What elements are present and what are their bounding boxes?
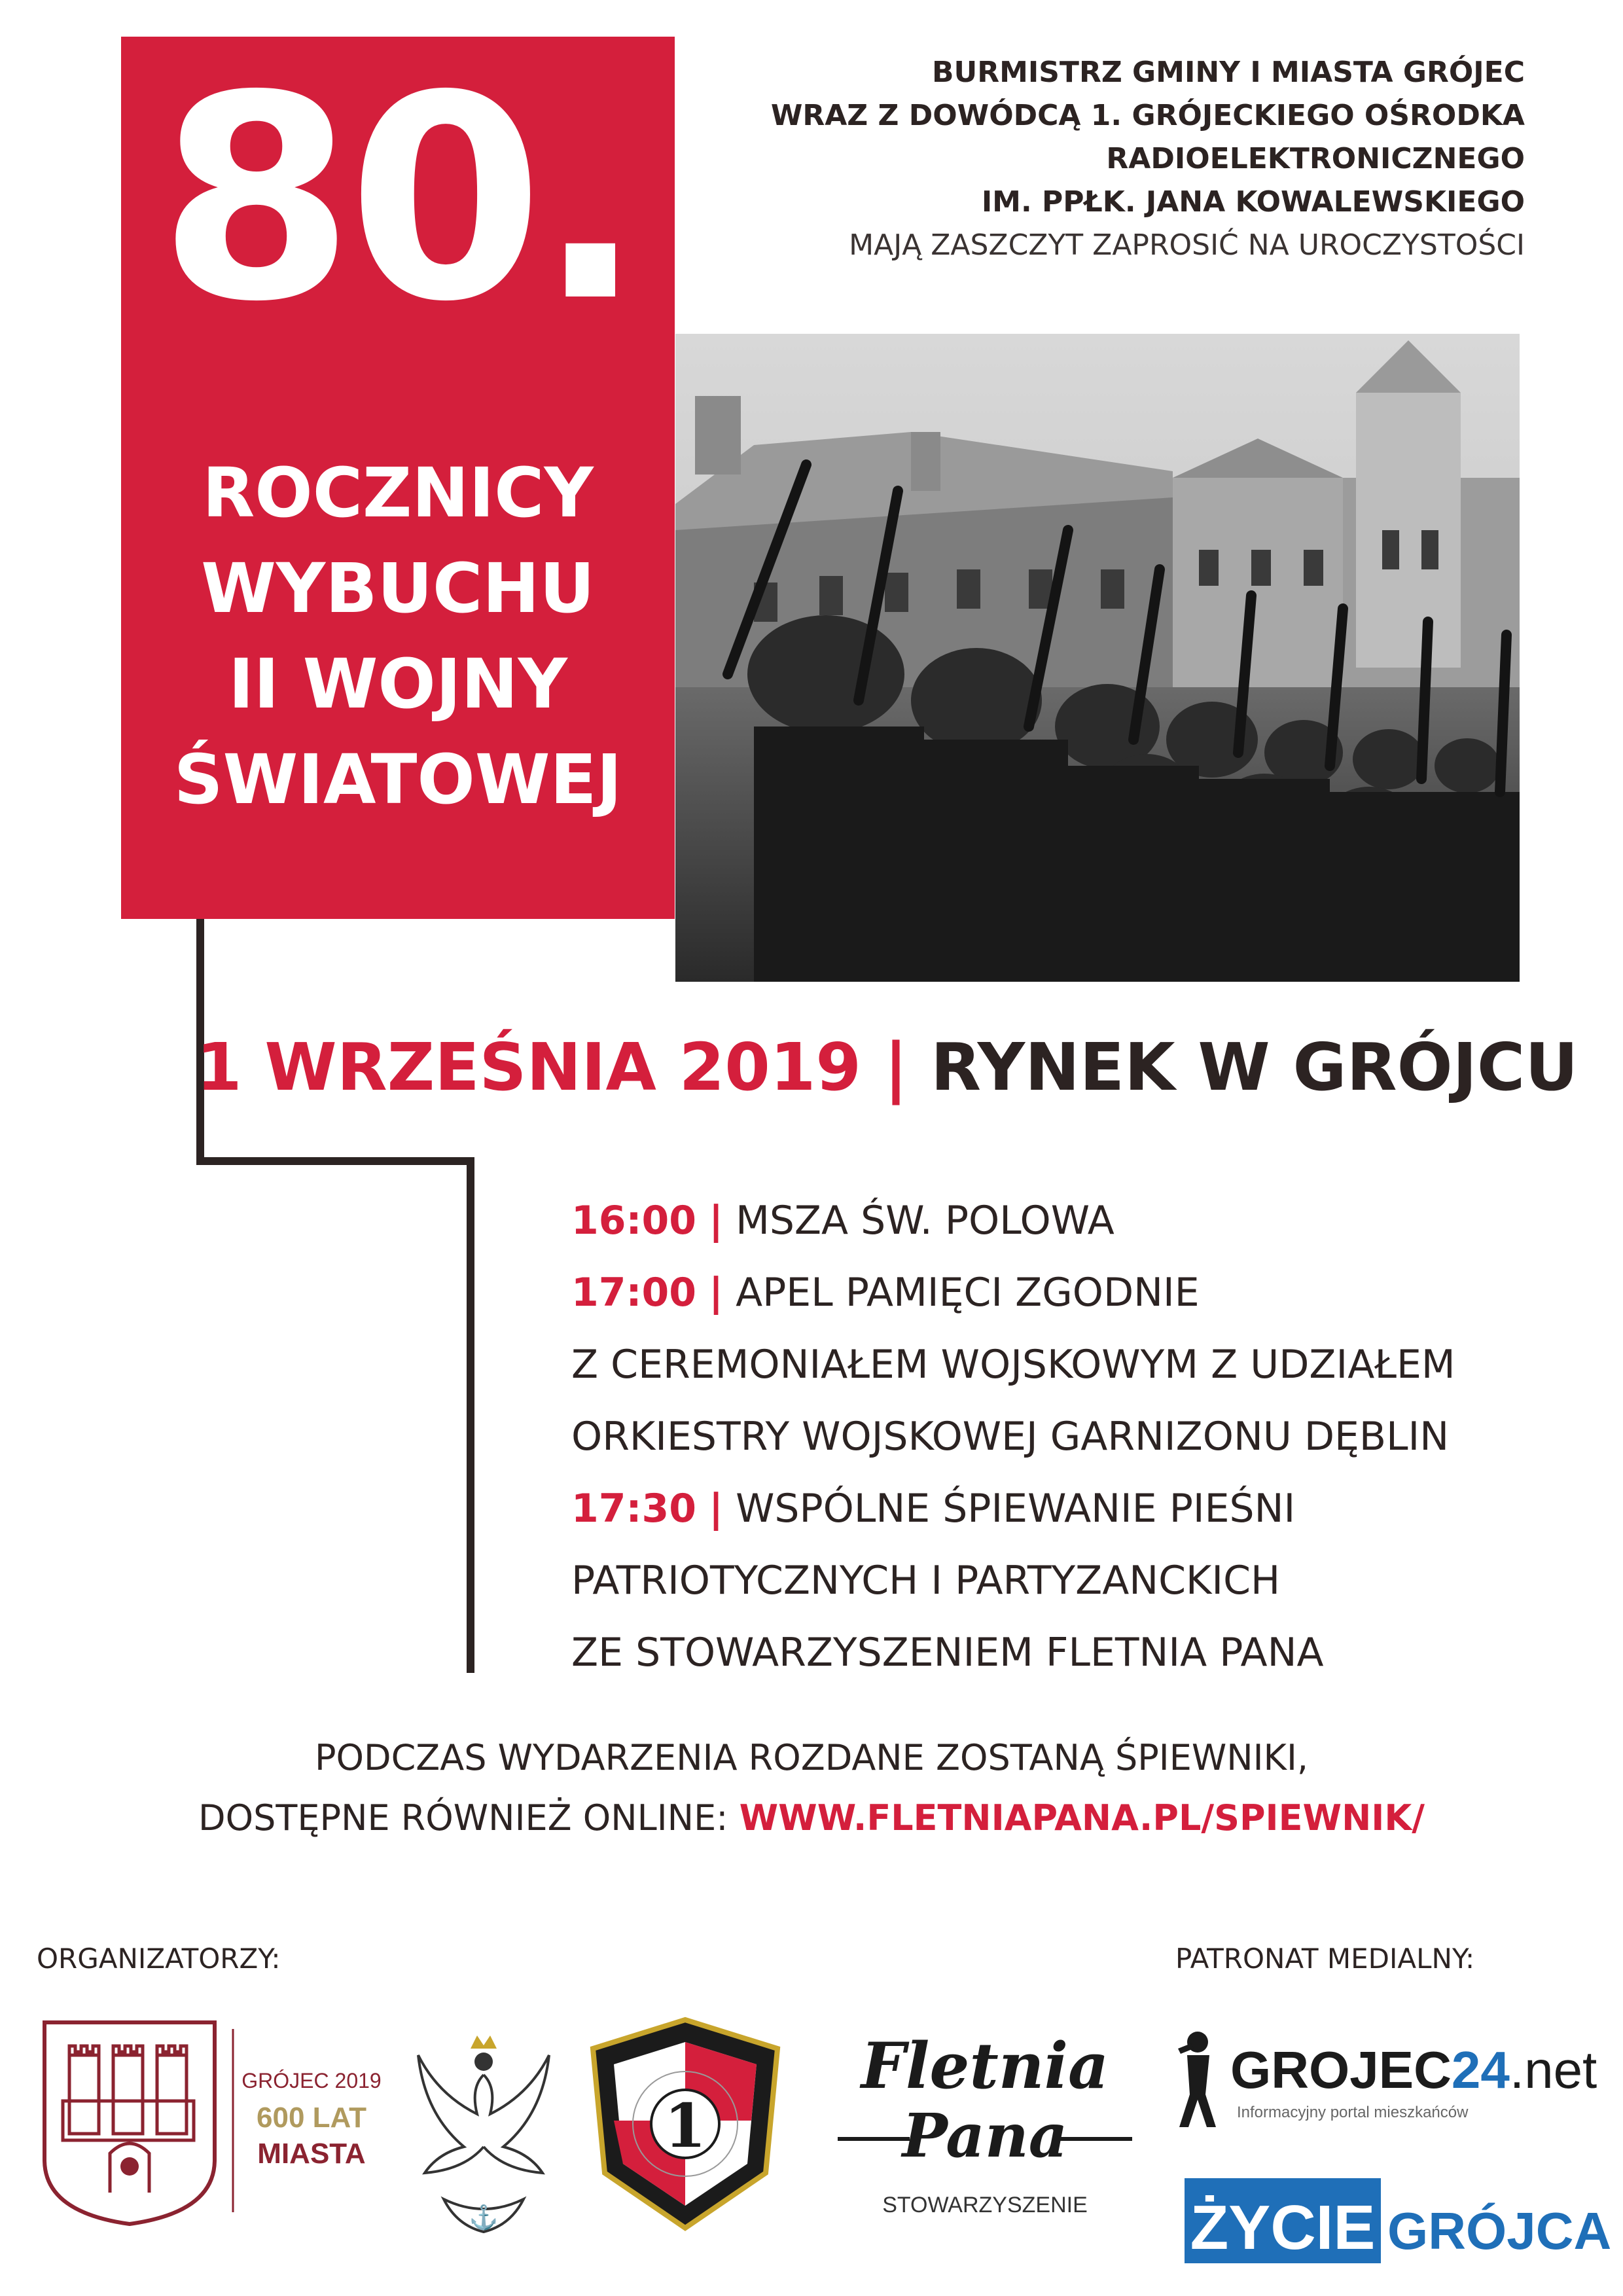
invitation-line: BURMISTRZ GMINY I MIASTA GRÓJEC [931,56,1525,89]
event-date: 1 WRZEŚNIA 2019 [196,1029,861,1105]
anniversary-title [121,445,675,827]
invitation-closing: MAJĄ ZASZCZYT ZAPROSIĆ NA UROCZYSTOŚCI [849,228,1525,262]
schedule-time: 17:00 [571,1270,696,1316]
schedule-item [571,1257,1553,1329]
schedule-item [571,1185,1553,1257]
logo-miasta: MIASTA [257,2138,366,2170]
anniversary-title-line: WYBUCHU [201,548,595,628]
anniversary-number: 80. [158,36,637,363]
schedule-separator: | [709,1198,723,1244]
anniversary-title-line: II WOJNY [228,644,567,724]
zycie-word: ŻYCIE [1190,2193,1376,2263]
logo-600-lat: 600 LAT [257,2102,366,2134]
songbook-url-link[interactable]: WWW.FLETNIAPANA.PL/SPIEWNIK/ [739,1797,1425,1839]
historic-soldiers-photo [675,334,1520,982]
schedule-item [571,1473,1553,1545]
invitation-text [720,51,1525,267]
unit-shield-emblem [589,2016,781,2232]
schedule-time: 17:30 [571,1486,696,1532]
logo-grojec-year: GRÓJEC 2019 [241,2069,382,2092]
schedule-time: 16:00 [571,1198,696,1244]
timeline-line-horizontal [196,1157,474,1165]
grojec24-tld: .net [1509,2041,1597,2099]
pana-word: Pana [902,2100,1068,2171]
schedule-separator: | [709,1270,723,1316]
schedule-text: PATRIOTYCZNYCH I PARTYZANCKICH [571,1558,1281,1604]
schedule-separator: | [709,1486,723,1532]
zycie-grojca-logo [1185,2172,1612,2270]
songbook-note [0,1728,1623,1848]
event-date-place [196,1029,1578,1105]
grojca-word: GRÓJCA [1387,2202,1612,2260]
grojec24-logo [1165,2022,1597,2140]
fletnia-pana-logo [812,2016,1158,2225]
songbook-line-1: PODCZAS WYDARZENIA ROZDANE ZOSTANĄ ŚPIEWNIKI, [314,1737,1309,1778]
schedule-text: ORKIESTRY WOJSKOWEJ GARNIZONU DĘBLIN [571,1414,1450,1460]
fletnia-word: Fletnia [861,2029,1109,2103]
media-patrons-label: PATRONAT MEDIALNY: [1175,1943,1475,1975]
event-schedule [571,1185,1553,1689]
schedule-text: ZE STOWARZYSZENIEM FLETNIA PANA [571,1630,1324,1676]
grojec24-name: GROJEC [1230,2041,1452,2099]
anniversary-title-line: ROCZNICY [202,453,594,533]
svg-text:⚓: ⚓ [469,2204,499,2231]
svg-text:GROJEC24.net [1230,2041,1597,2099]
fletnia-subtitle: STOWARZYSZENIE [882,2193,1088,2217]
schedule-text: Z CEREMONIAŁEM WOJSKOWYM Z UDZIAŁEM [571,1342,1455,1388]
schedule-text: APEL PAMIĘCI ZGODNIE [736,1270,1200,1316]
grojec-600-years-logo [37,2016,390,2225]
invitation-line: RADIOELEKTRONICZNEGO [1106,142,1525,175]
organizers-label: ORGANIZATORZY: [37,1943,281,1975]
invitation-line: IM. PPŁK. JANA KOWALEWSKIEGO [981,185,1525,219]
schedule-text: WSPÓLNE ŚPIEWANIE PIEŚNI [736,1486,1296,1532]
schedule-text: MSZA ŚW. POLOWA [736,1198,1115,1244]
invitation-line: WRAZ Z DOWÓDCĄ 1. GRÓJECKIEGO OŚRODKA [770,99,1525,132]
event-separator: | [883,1029,908,1105]
grojec24-number: 24 [1451,2041,1510,2099]
shield-number: 1 [664,2090,707,2161]
grojec24-tagline: Informacyjny portal mieszkańców [1237,2104,1469,2121]
military-eagle-emblem [404,2022,563,2238]
songbook-line-2 [0,1788,1623,1848]
timeline-line-vertical-2 [467,1157,474,1673]
songbook-online-label: DOSTĘPNE RÓWNIEŻ ONLINE: [198,1797,728,1839]
event-place: RYNEK W GRÓJCU [931,1029,1578,1105]
anniversary-title-line: ŚWIATOWEJ [173,740,622,819]
